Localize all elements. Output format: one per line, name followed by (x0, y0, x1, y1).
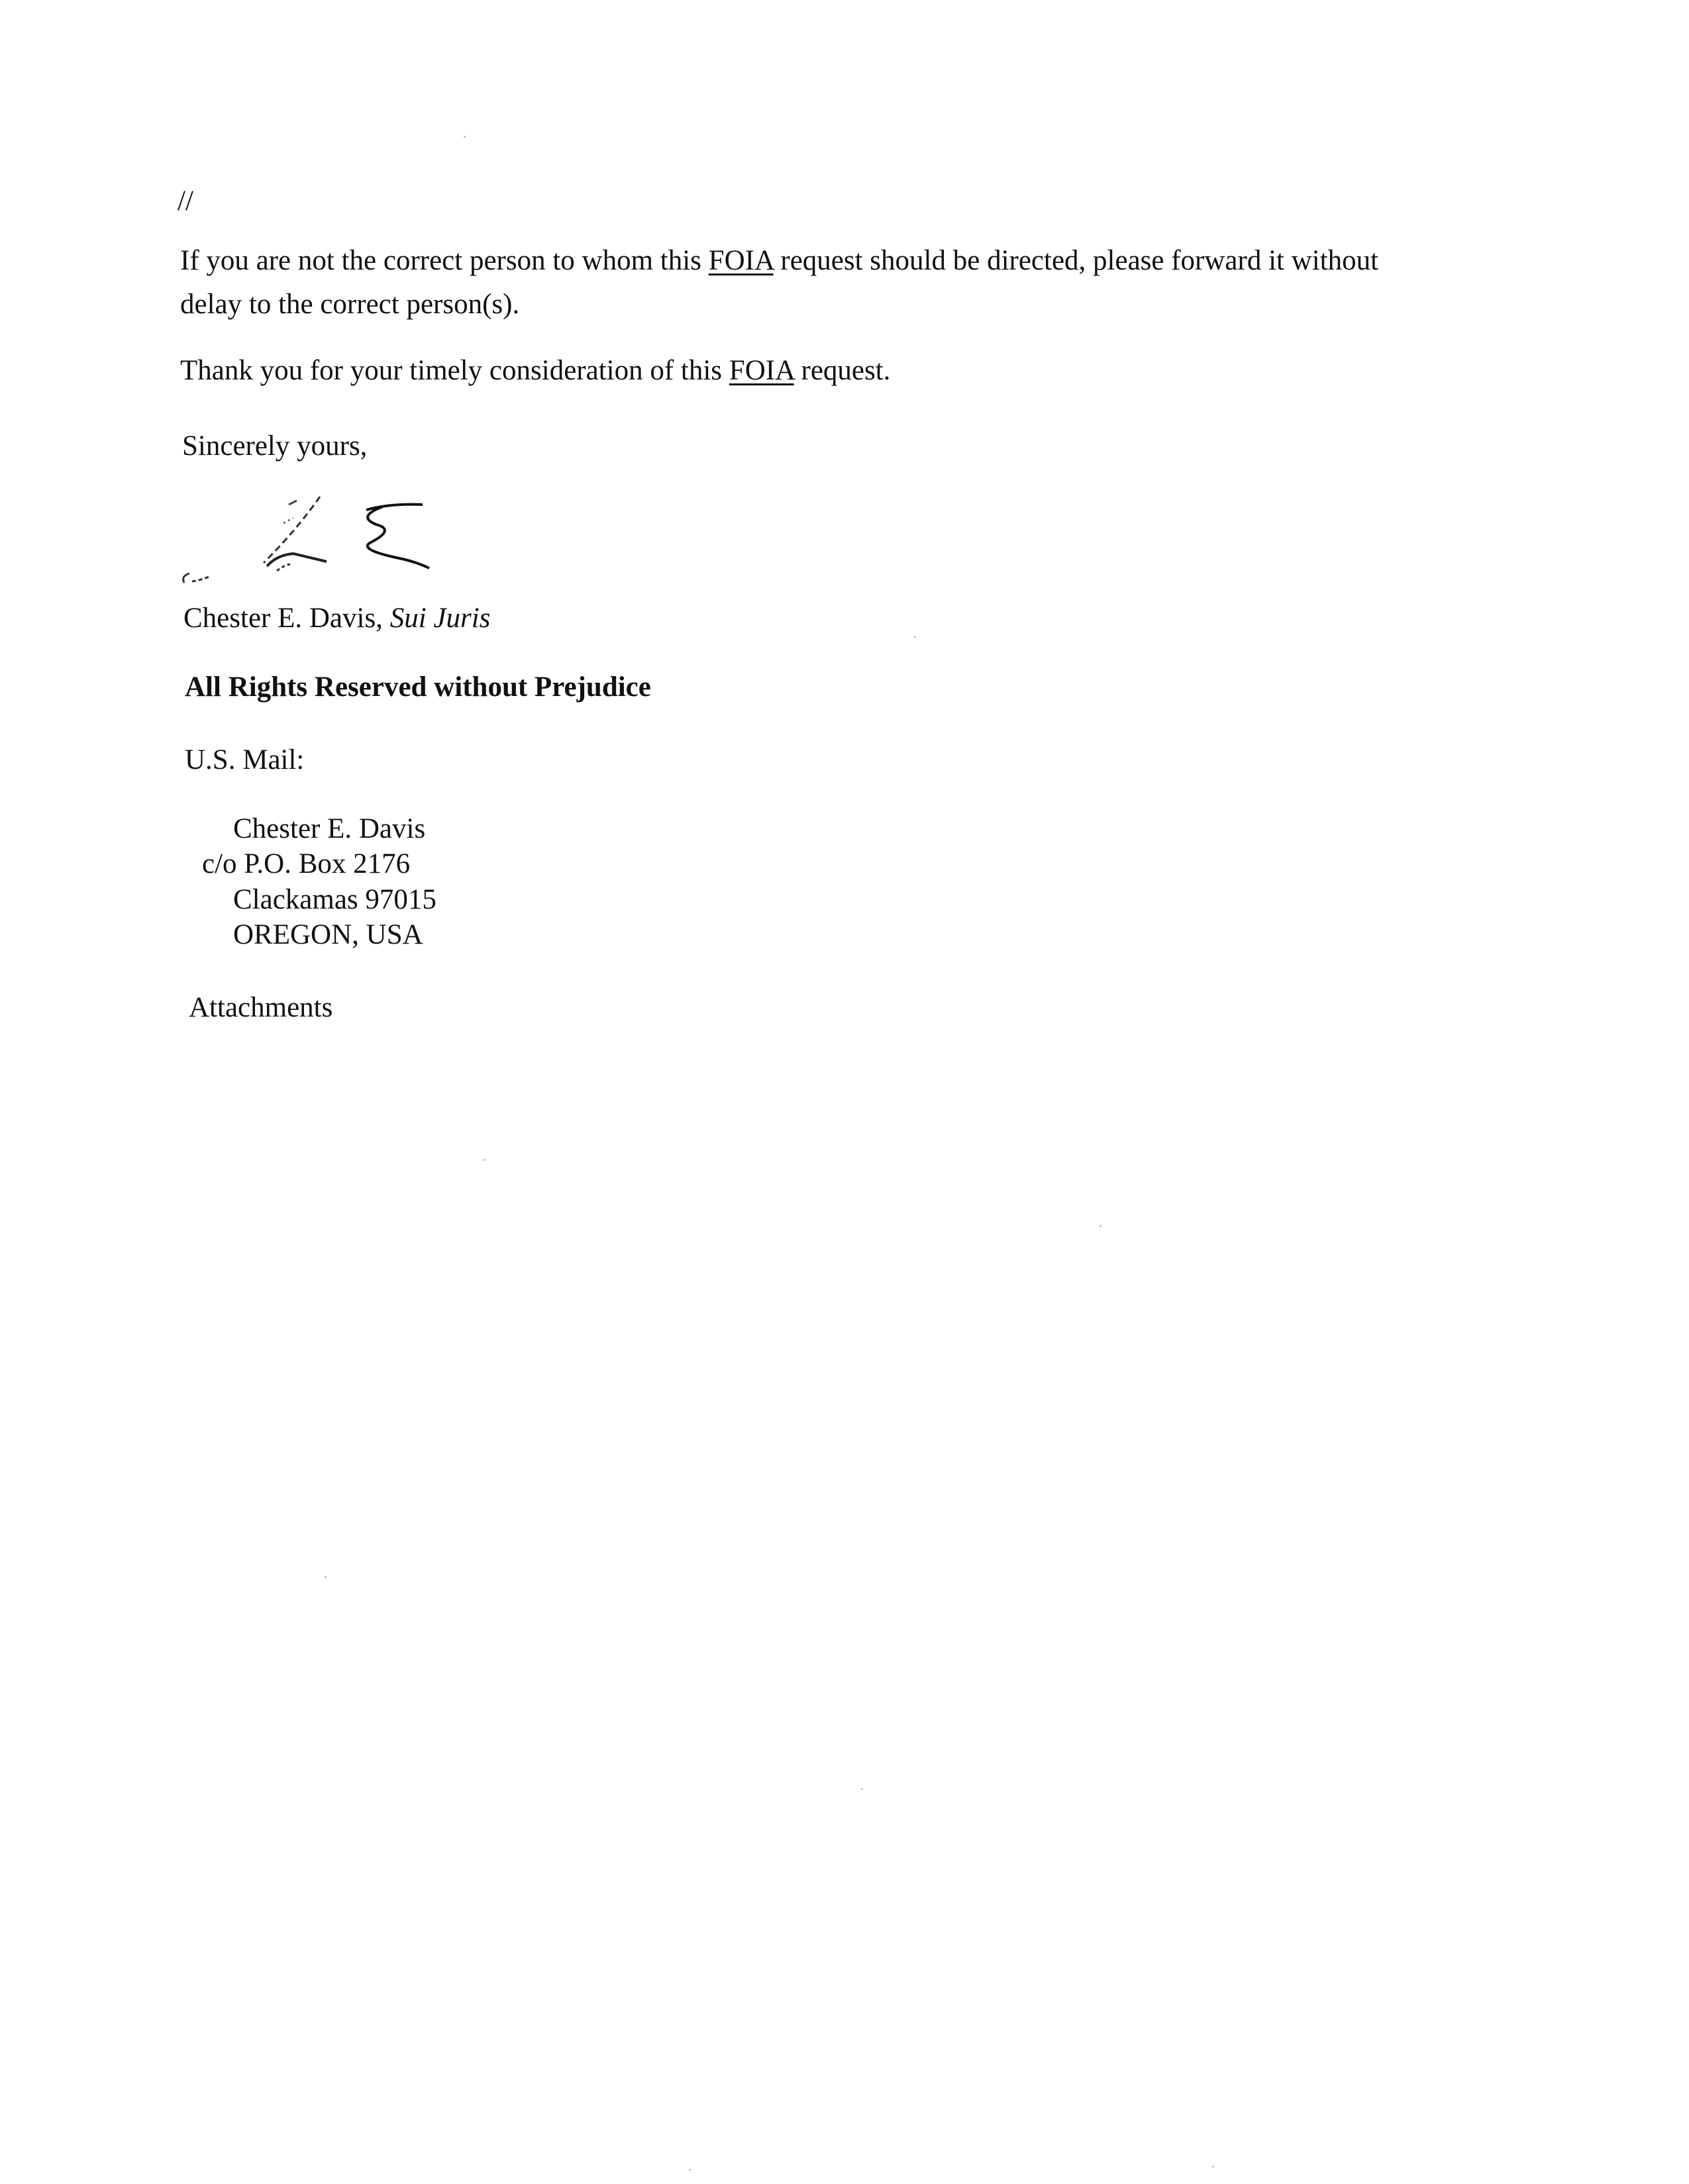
scan-speck (914, 636, 916, 638)
address-line-4: OREGON, USA (233, 919, 423, 950)
scan-speck (1212, 2165, 1214, 2167)
thank-you-text-start: Thank you for your timely consideration of this (180, 355, 729, 386)
address-line-2: c/o P.O. Box 2176 (202, 848, 411, 879)
scan-speck (1100, 1225, 1101, 1227)
thank-you-paragraph (180, 356, 890, 385)
scan-speck (464, 136, 466, 138)
scan-speck (484, 1159, 486, 1161)
thank-you-text-end: request. (793, 355, 891, 386)
signer-name (183, 604, 490, 632)
rights-reserved-statement: All Rights Reserved without Prejudice (185, 671, 651, 703)
forward-text-end: request should be directed, please forward it without (773, 245, 1379, 276)
scan-speck (861, 1788, 863, 1790)
forward-text-start: If you are not the correct person to whom this (180, 245, 709, 276)
signer-name-text: Chester E. Davis, (183, 603, 390, 634)
forward-paragraph-line-1 (180, 246, 1378, 275)
foia-link-1: FOIA (708, 245, 774, 276)
scan-speck (325, 1576, 327, 1578)
continuation-marker: // (178, 185, 193, 217)
scan-speck (689, 2169, 691, 2171)
mail-label: U.S. Mail: (185, 744, 305, 775)
forward-paragraph-line-2: delay to the correct person(s). (180, 289, 520, 320)
attachments-label: Attachments (189, 992, 333, 1023)
signer-title: Sui Juris (389, 603, 491, 634)
address-line-3: Clackamas 97015 (233, 884, 436, 915)
address-line-1: Chester E. Davis (233, 813, 426, 844)
handwritten-signature (178, 483, 509, 589)
closing-salutation: Sincerely yours, (182, 430, 368, 462)
foia-link-2: FOIA (729, 355, 794, 386)
